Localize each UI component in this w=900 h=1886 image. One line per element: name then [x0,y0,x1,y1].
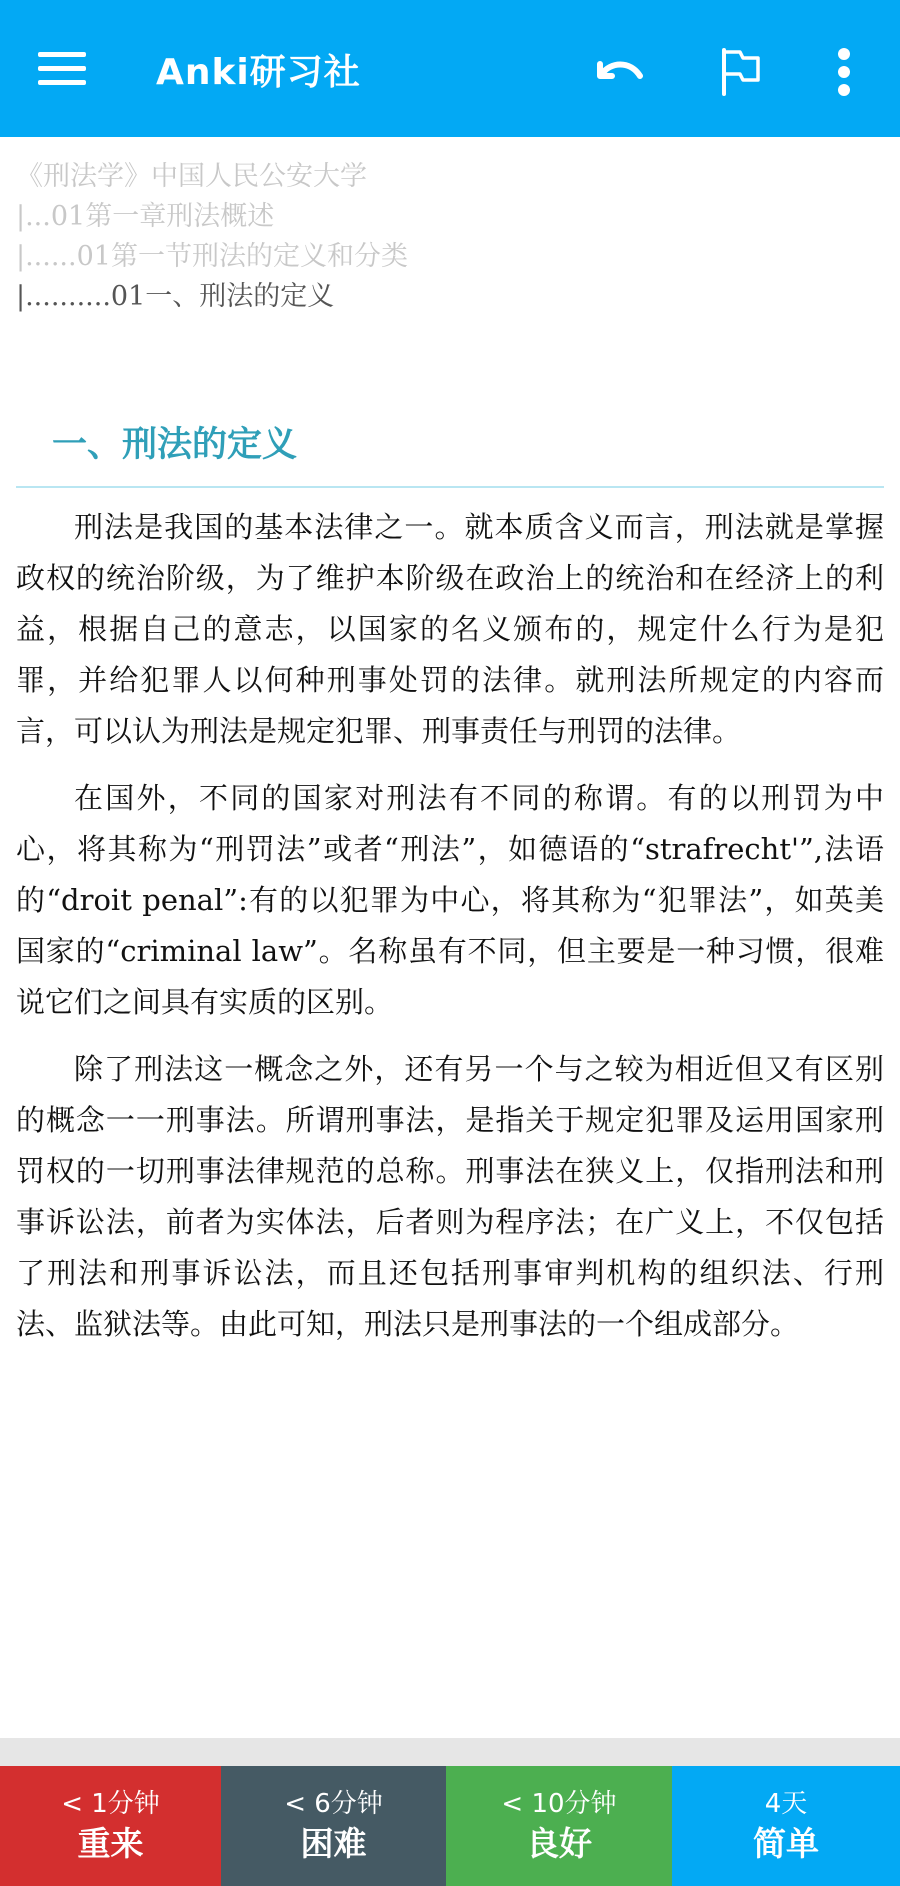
paragraph: 除了刑法这一概念之外，还有另一个与之较为相近但又有区别的概念一一刑事法。所谓刑事法，是指关于规定犯罪及运用国家刑罚权的一切刑事法律规范的总称。刑事法在狭义上，仅指刑法和刑事诉讼法，前者为实体法，后者则为程序法；在广义上，不仅包括了刑法和刑事诉讼法，而且还包括刑事审判机构的组织法、行刑法、监狱法等。由此可知，刑法只是刑事法的一个组成部分。 [16,1052,884,1341]
again-interval: < 1分钟 [61,1789,160,1819]
title-divider [16,486,884,488]
again-button[interactable] [0,1766,221,1886]
more-vert-icon[interactable] [814,42,874,102]
good-interval: < 10分钟 [501,1789,617,1819]
answer-bar [0,1766,900,1886]
easy-button[interactable] [672,1766,900,1886]
breadcrumb [0,137,900,317]
easy-interval: 4天 [764,1789,808,1819]
good-button[interactable] [446,1766,672,1886]
app-title: Anki研习社 [156,52,361,93]
card-body [16,502,884,1366]
answer-bar-shadow [0,1738,900,1766]
card-content [0,137,900,1341]
breadcrumb-item: 《刑法学》中国人民公安大学 [16,161,367,192]
again-label: 重来 [77,1824,144,1863]
breadcrumb-current: |..........01一、刑法的定义 [16,281,335,312]
hard-button[interactable] [221,1766,446,1886]
section-title: 一、刑法的定义 [52,424,298,465]
hard-label: 困难 [300,1824,367,1863]
good-label: 良好 [526,1824,592,1863]
undo-icon[interactable] [588,42,648,102]
paragraph: 在国外，不同的国家对刑法有不同的称谓。有的以刑罚为中心，将其称为“刑罚法”或者“刑法”，如德语的“strafrecht'”,法语的“droit penal”:有的以犯罪为中心，将其称为“犯罪法”，如英美国家的“criminal law”。名称虽有不同，但主要是一种习惯，很难说它们之间具有实质的区别。 [16,781,884,1019]
app-bar [0,0,900,137]
breadcrumb-item: |...01第一章刑法概述 [16,201,275,232]
breadcrumb-item: |......01第一节刑法的定义和分类 [16,241,408,272]
paragraph: 刑法是我国的基本法律之一。就本质含义而言，刑法就是掌握政权的统治阶级，为了维护本阶级在政治上的统治和在经济上的利益，根据自己的意志，以国家的名义颁布的，规定什么行为是犯罪，并给犯罪人以何种刑事处罚的法律。就刑法所规定的内容而言，可以认为刑法是规定犯罪、刑事责任与刑罚的法律。 [16,510,884,748]
menu-icon[interactable] [38,48,88,88]
hard-interval: < 6分钟 [284,1789,383,1819]
flag-icon[interactable] [712,42,772,102]
easy-label: 简单 [753,1824,819,1863]
